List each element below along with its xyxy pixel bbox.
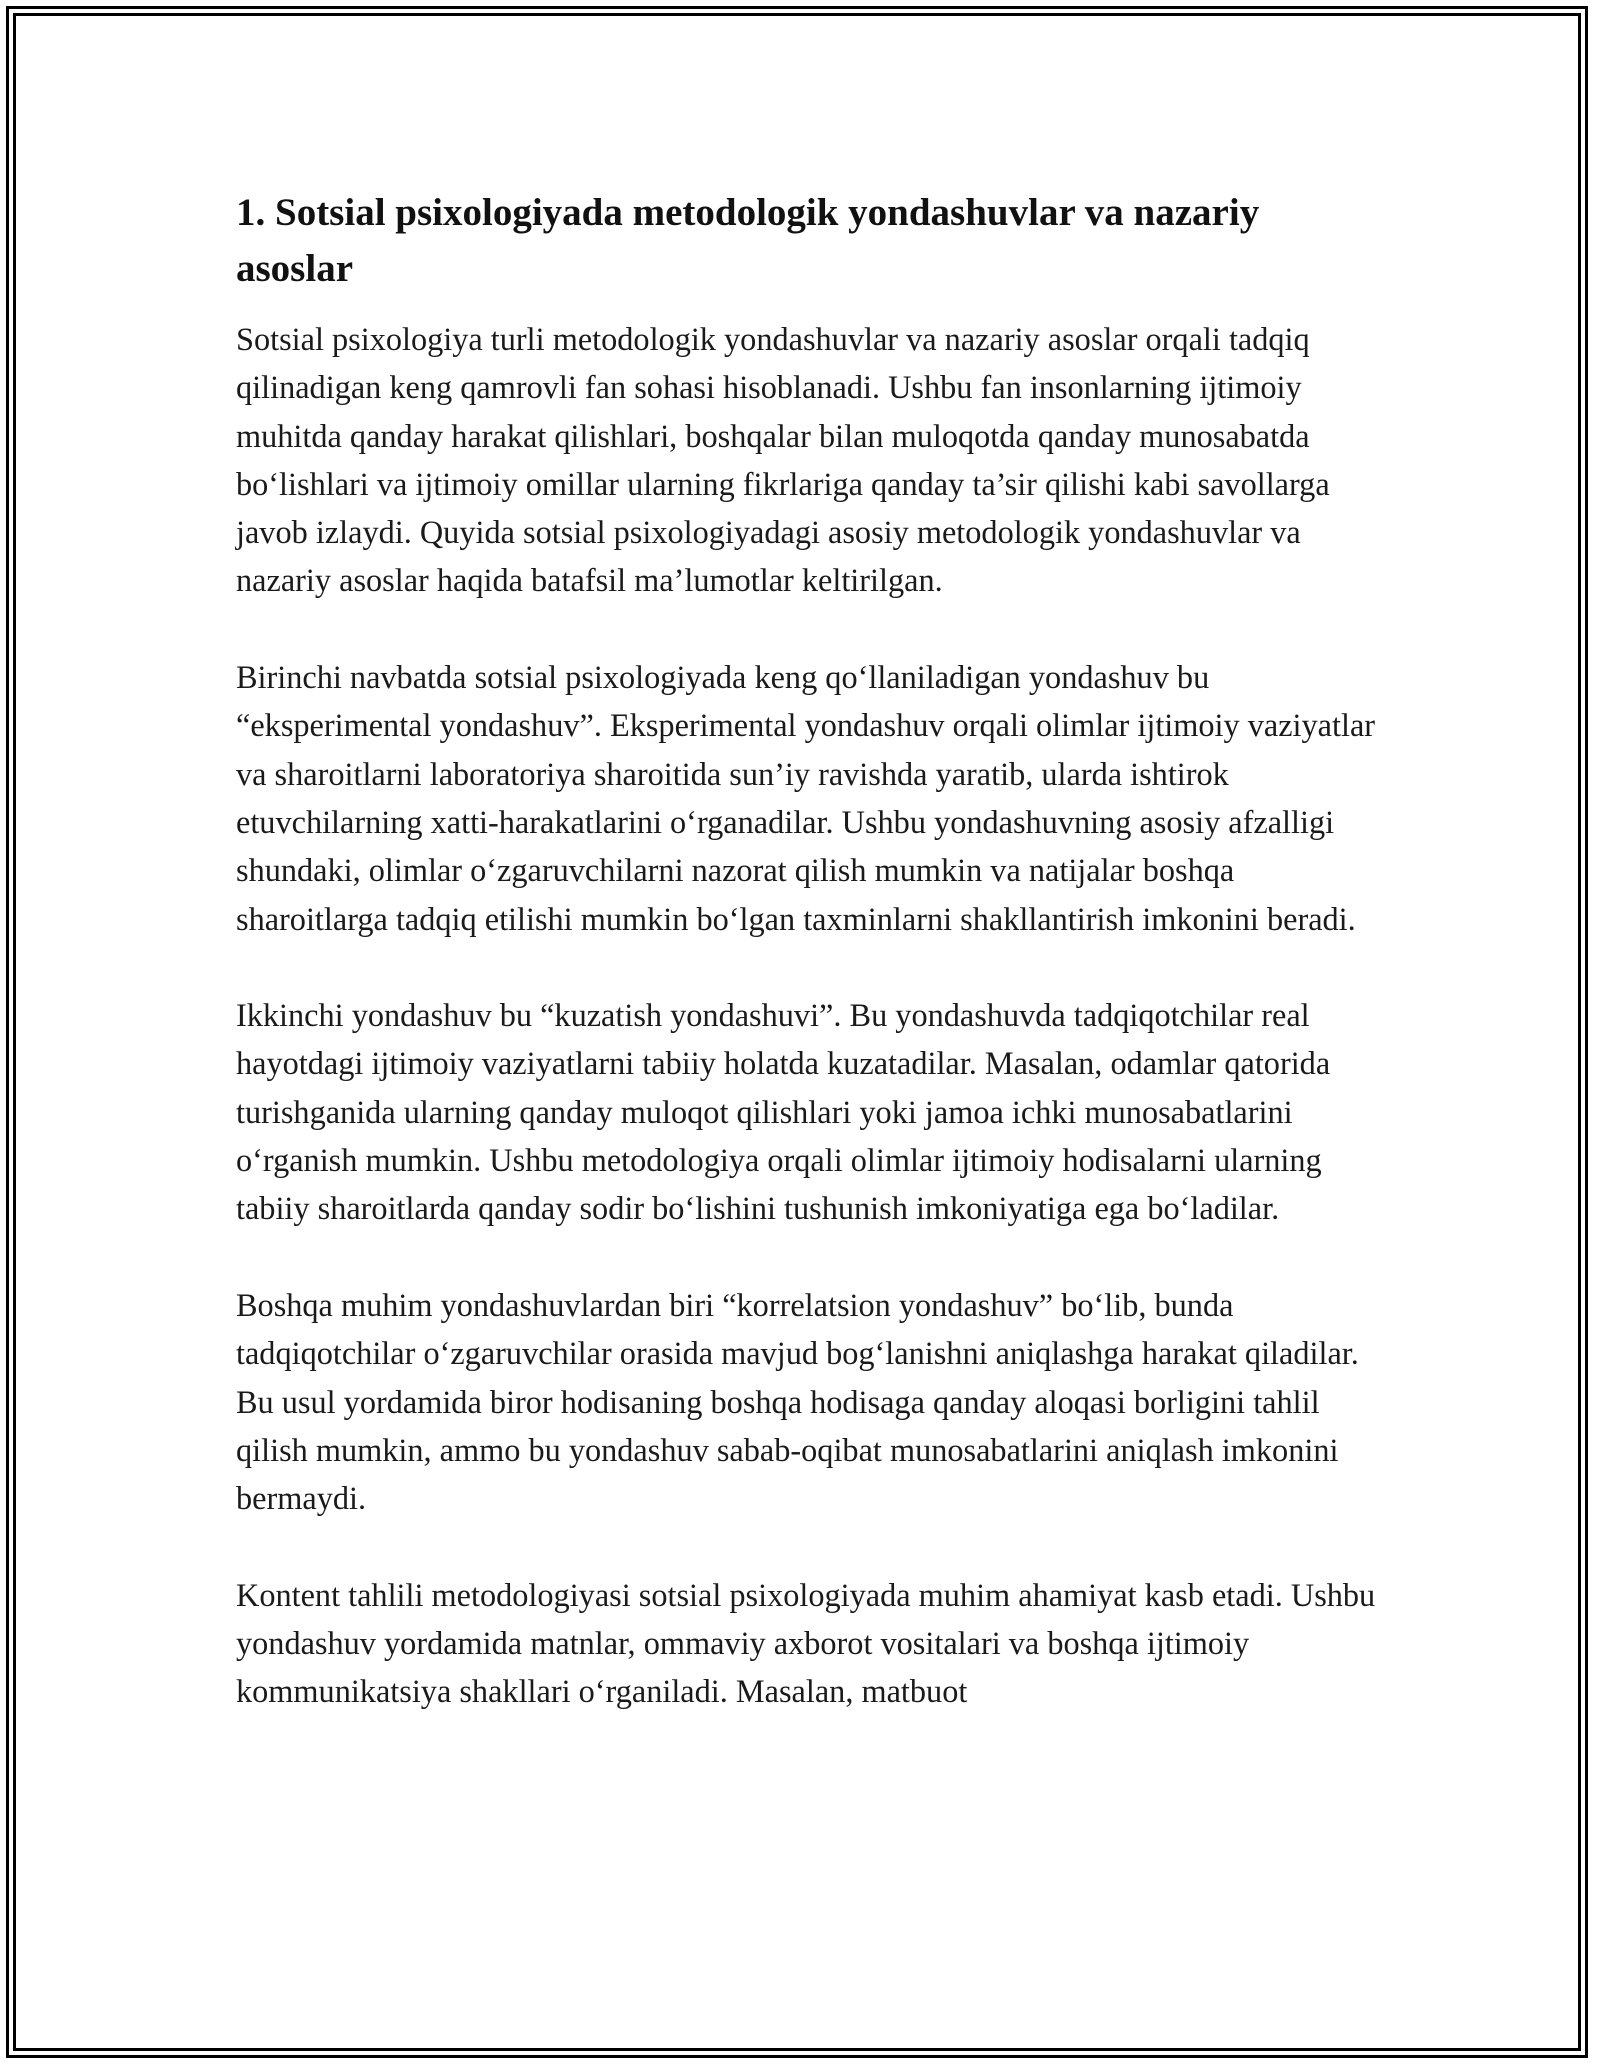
document-body (236, 185, 1376, 1764)
paragraph-experimental-approach: Birinchi navbatda sotsial psixologiyada keng qo‘llaniladigan yondashuv bu “eksperimental yondashuv”. Eksperimental yondashuv orqali olimlar ijtimoiy vaziyatlar va sharoitlarni laboratoriya sharoitida sun’iy ravishda yaratib, ularda ishtirok etuvchilarning xatti-harakatlarini o‘rganadilar. Ushbu yondashuvning asosiy afzalligi shundaki, olimlar o‘zgaruvchilarni nazorat qilish mumkin va natijalar boshqa sharoitlarga tadqiq etilishi mumkin bo‘lgan taxminlarni shakllantirish imkonini beradi. (236, 659, 1376, 937)
paragraph-observation-approach: Ikkinchi yondashuv bu “kuzatish yondashuvi”. Bu yondashuvda tadqiqotchilar real hayotdagi ijtimoiy vaziyatlarni tabiiy holatda kuzatadilar. Masalan, odamlar qatorida turishganida ularning qanday muloqot qilishlari yoki jamoa ichki munosabatlarini o‘rganish mumkin. Ushbu metodologiya orqali olimlar ijtimoiy hodisalarni ularning tabiiy sharoitlarda qanday sodir bo‘lishini tushunish imkoniyatiga ega bo‘ladilar. (236, 997, 1331, 1227)
paragraph-content-analysis: Kontent tahlili metodologiyasi sotsial psixologiyada muhim ahamiyat kasb etadi. Ushbu yondashuv yordamida matnlar, ommaviy axborot vositalari va boshqa ijtimoiy kommunikatsiya shakllari o‘rganiladi. Masalan, matbuot (236, 1576, 1376, 1710)
paragraph-correlational-approach: Boshqa muhim yondashuvlardan biri “korrelatsion yondashuv” bo‘lib, bunda tadqiqotchilar o‘zgaruvchilar orasida mavjud bog‘lanishni aniqlashga harakat qiladilar. Bu usul yordamida biror hodisaning boshqa hodisaga qanday aloqasi borligini tahlil qilish mumkin, ammo bu yondashuv sabab-oqibat munosabatlarini aniqlash imkonini bermaydi. (236, 1286, 1359, 1517)
section-title: 1. Sotsial psixologiyada metodologik yondashuvlar va nazariy asoslar (236, 191, 1260, 290)
paragraph-intro: Sotsial psixologiya turli metodologik yondashuvlar va nazariy asoslar orqali tadqiq qilinadigan keng qamrovli fan sohasi hisoblanadi. Ushbu fan insonlarning ijtimoiy muhitda qanday harakat qilishlari, boshqalar bilan muloqotda qanday munosabatda bo‘lishlari va ijtimoiy omillar ularning fikrlariga qanday ta’sir qilishi kabi savollarga javob izlaydi. Quyida sotsial psixologiyadagi asosiy metodologik yondashuvlar va nazariy asoslar haqida batafsil ma’lumotlar keltirilgan. (236, 321, 1330, 599)
